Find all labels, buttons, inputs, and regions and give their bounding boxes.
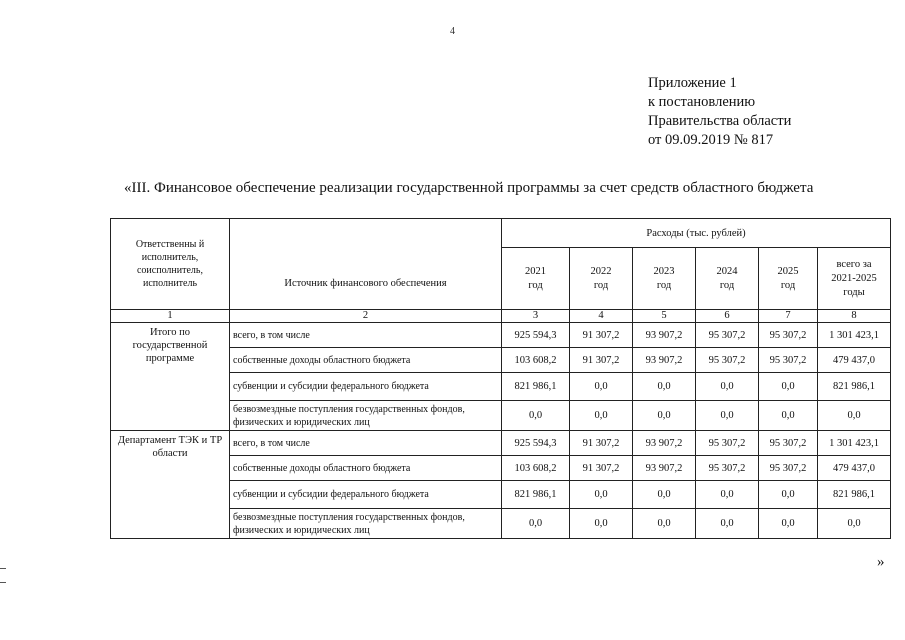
financing-table bbox=[110, 218, 891, 539]
value-cell: 95 307,2 bbox=[759, 348, 818, 373]
margin-mark bbox=[0, 582, 6, 583]
value-cell: 95 307,2 bbox=[696, 456, 759, 481]
header-year-line: 2024 bbox=[716, 265, 738, 277]
header-year bbox=[502, 248, 570, 310]
value-cell: 93 907,2 bbox=[633, 456, 696, 481]
value-cell: 0,0 bbox=[633, 481, 696, 509]
column-number: 2 bbox=[230, 310, 502, 323]
header-year-line: год bbox=[528, 279, 543, 291]
source-cell: безвозмездные поступления государственных фондов, физических и юридических лиц bbox=[230, 401, 502, 431]
value-cell: 0,0 bbox=[633, 373, 696, 401]
value-cell: 1 301 423,1 bbox=[818, 431, 891, 456]
source-cell: безвозмездные поступления государственных фондов, физических и юридических лиц bbox=[230, 509, 502, 539]
value-cell: 93 907,2 bbox=[633, 323, 696, 348]
column-number: 7 bbox=[759, 310, 818, 323]
header-year-line: 2025 bbox=[777, 265, 799, 277]
value-cell: 91 307,2 bbox=[570, 348, 633, 373]
value-cell: 0,0 bbox=[570, 509, 633, 539]
source-cell: собственные доходы областного бюджета bbox=[230, 348, 502, 373]
source-cell: субвенции и субсидии федерального бюджета bbox=[230, 481, 502, 509]
appendix-line-2: к постановлению bbox=[648, 94, 756, 110]
value-cell: 1 301 423,1 bbox=[818, 323, 891, 348]
appendix-line-1: Приложение 1 bbox=[648, 75, 737, 91]
value-cell: 0,0 bbox=[759, 401, 818, 431]
appendix-line-4: от 09.09.2019 № 817 bbox=[648, 132, 774, 148]
value-cell: 93 907,2 bbox=[633, 348, 696, 373]
value-cell: 95 307,2 bbox=[696, 323, 759, 348]
value-cell: 95 307,2 bbox=[759, 456, 818, 481]
header-year-line: год bbox=[719, 279, 735, 291]
value-cell: 0,0 bbox=[570, 373, 633, 401]
header-year-line: годы bbox=[843, 286, 865, 298]
column-number: 3 bbox=[502, 310, 570, 323]
value-cell: 103 608,2 bbox=[502, 456, 570, 481]
header-year-line: 2022 bbox=[590, 265, 612, 277]
value-cell: 0,0 bbox=[633, 509, 696, 539]
value-cell: 91 307,2 bbox=[570, 431, 633, 456]
value-cell: 91 307,2 bbox=[570, 323, 633, 348]
source-cell: всего, в том числе bbox=[230, 431, 502, 456]
source-cell: субвенции и субсидии федерального бюджета bbox=[230, 373, 502, 401]
header-executor: Ответственны й исполнитель, соисполнитель, исполнитель bbox=[111, 219, 230, 310]
margin-mark bbox=[0, 568, 6, 569]
header-year-line: год bbox=[656, 279, 672, 291]
source-cell: собственные доходы областного бюджета bbox=[230, 456, 502, 481]
header-year-line: 2023 bbox=[653, 265, 675, 277]
value-cell: 0,0 bbox=[696, 481, 759, 509]
value-cell: 0,0 bbox=[570, 481, 633, 509]
value-cell: 479 437,0 bbox=[818, 348, 891, 373]
header-year bbox=[570, 248, 633, 310]
value-cell: 0,0 bbox=[633, 401, 696, 431]
value-cell: 0,0 bbox=[696, 401, 759, 431]
value-cell: 0,0 bbox=[696, 509, 759, 539]
header-year-line: год bbox=[593, 279, 609, 291]
closing-quote: » bbox=[877, 554, 885, 570]
header-source: Источник финансового обеспечения bbox=[230, 219, 502, 310]
header-year-line: 2021-2025 bbox=[831, 272, 877, 284]
value-cell: 95 307,2 bbox=[759, 431, 818, 456]
value-cell: 103 608,2 bbox=[502, 348, 570, 373]
value-cell: 0,0 bbox=[696, 373, 759, 401]
header-year-line: 2021 bbox=[525, 265, 546, 277]
value-cell: 95 307,2 bbox=[759, 323, 818, 348]
value-cell: 821 986,1 bbox=[502, 373, 570, 401]
value-cell: 925 594,3 bbox=[502, 431, 570, 456]
column-number: 8 bbox=[818, 310, 891, 323]
value-cell: 93 907,2 bbox=[633, 431, 696, 456]
column-number: 1 bbox=[111, 310, 230, 323]
column-number: 6 bbox=[696, 310, 759, 323]
value-cell: 0,0 bbox=[818, 509, 891, 539]
column-number: 5 bbox=[633, 310, 696, 323]
header-year-line: всего за bbox=[836, 258, 872, 270]
value-cell: 821 986,1 bbox=[818, 481, 891, 509]
value-cell: 95 307,2 bbox=[696, 348, 759, 373]
header-year bbox=[759, 248, 818, 310]
value-cell: 821 986,1 bbox=[818, 373, 891, 401]
value-cell: 0,0 bbox=[759, 373, 818, 401]
header-year-line: год bbox=[780, 279, 796, 291]
header-year bbox=[818, 248, 891, 310]
value-cell: 0,0 bbox=[502, 401, 570, 431]
value-cell: 0,0 bbox=[759, 509, 818, 539]
value-cell: 91 307,2 bbox=[570, 456, 633, 481]
section-title: «III. Финансовое обеспечение реализации государственной программы за счет средств областного бюджета bbox=[124, 180, 814, 196]
value-cell: 821 986,1 bbox=[502, 481, 570, 509]
executor-cell: Департамент ТЭК и ТР области bbox=[111, 431, 230, 539]
column-number: 4 bbox=[570, 310, 633, 323]
source-cell: всего, в том числе bbox=[230, 323, 502, 348]
table-row bbox=[111, 323, 891, 348]
value-cell: 479 437,0 bbox=[818, 456, 891, 481]
appendix-block bbox=[648, 74, 791, 150]
page-number: 4 bbox=[450, 26, 455, 37]
header-expenses: Расходы (тыс. рублей) bbox=[502, 219, 891, 248]
header-year bbox=[633, 248, 696, 310]
value-cell: 0,0 bbox=[818, 401, 891, 431]
executor-cell: Итого по государственной программе bbox=[111, 323, 230, 431]
header-year bbox=[696, 248, 759, 310]
value-cell: 95 307,2 bbox=[696, 431, 759, 456]
appendix-line-3: Правительства области bbox=[648, 113, 792, 129]
value-cell: 925 594,3 bbox=[502, 323, 570, 348]
value-cell: 0,0 bbox=[570, 401, 633, 431]
value-cell: 0,0 bbox=[502, 509, 570, 539]
value-cell: 0,0 bbox=[759, 481, 818, 509]
table-row bbox=[111, 431, 891, 456]
